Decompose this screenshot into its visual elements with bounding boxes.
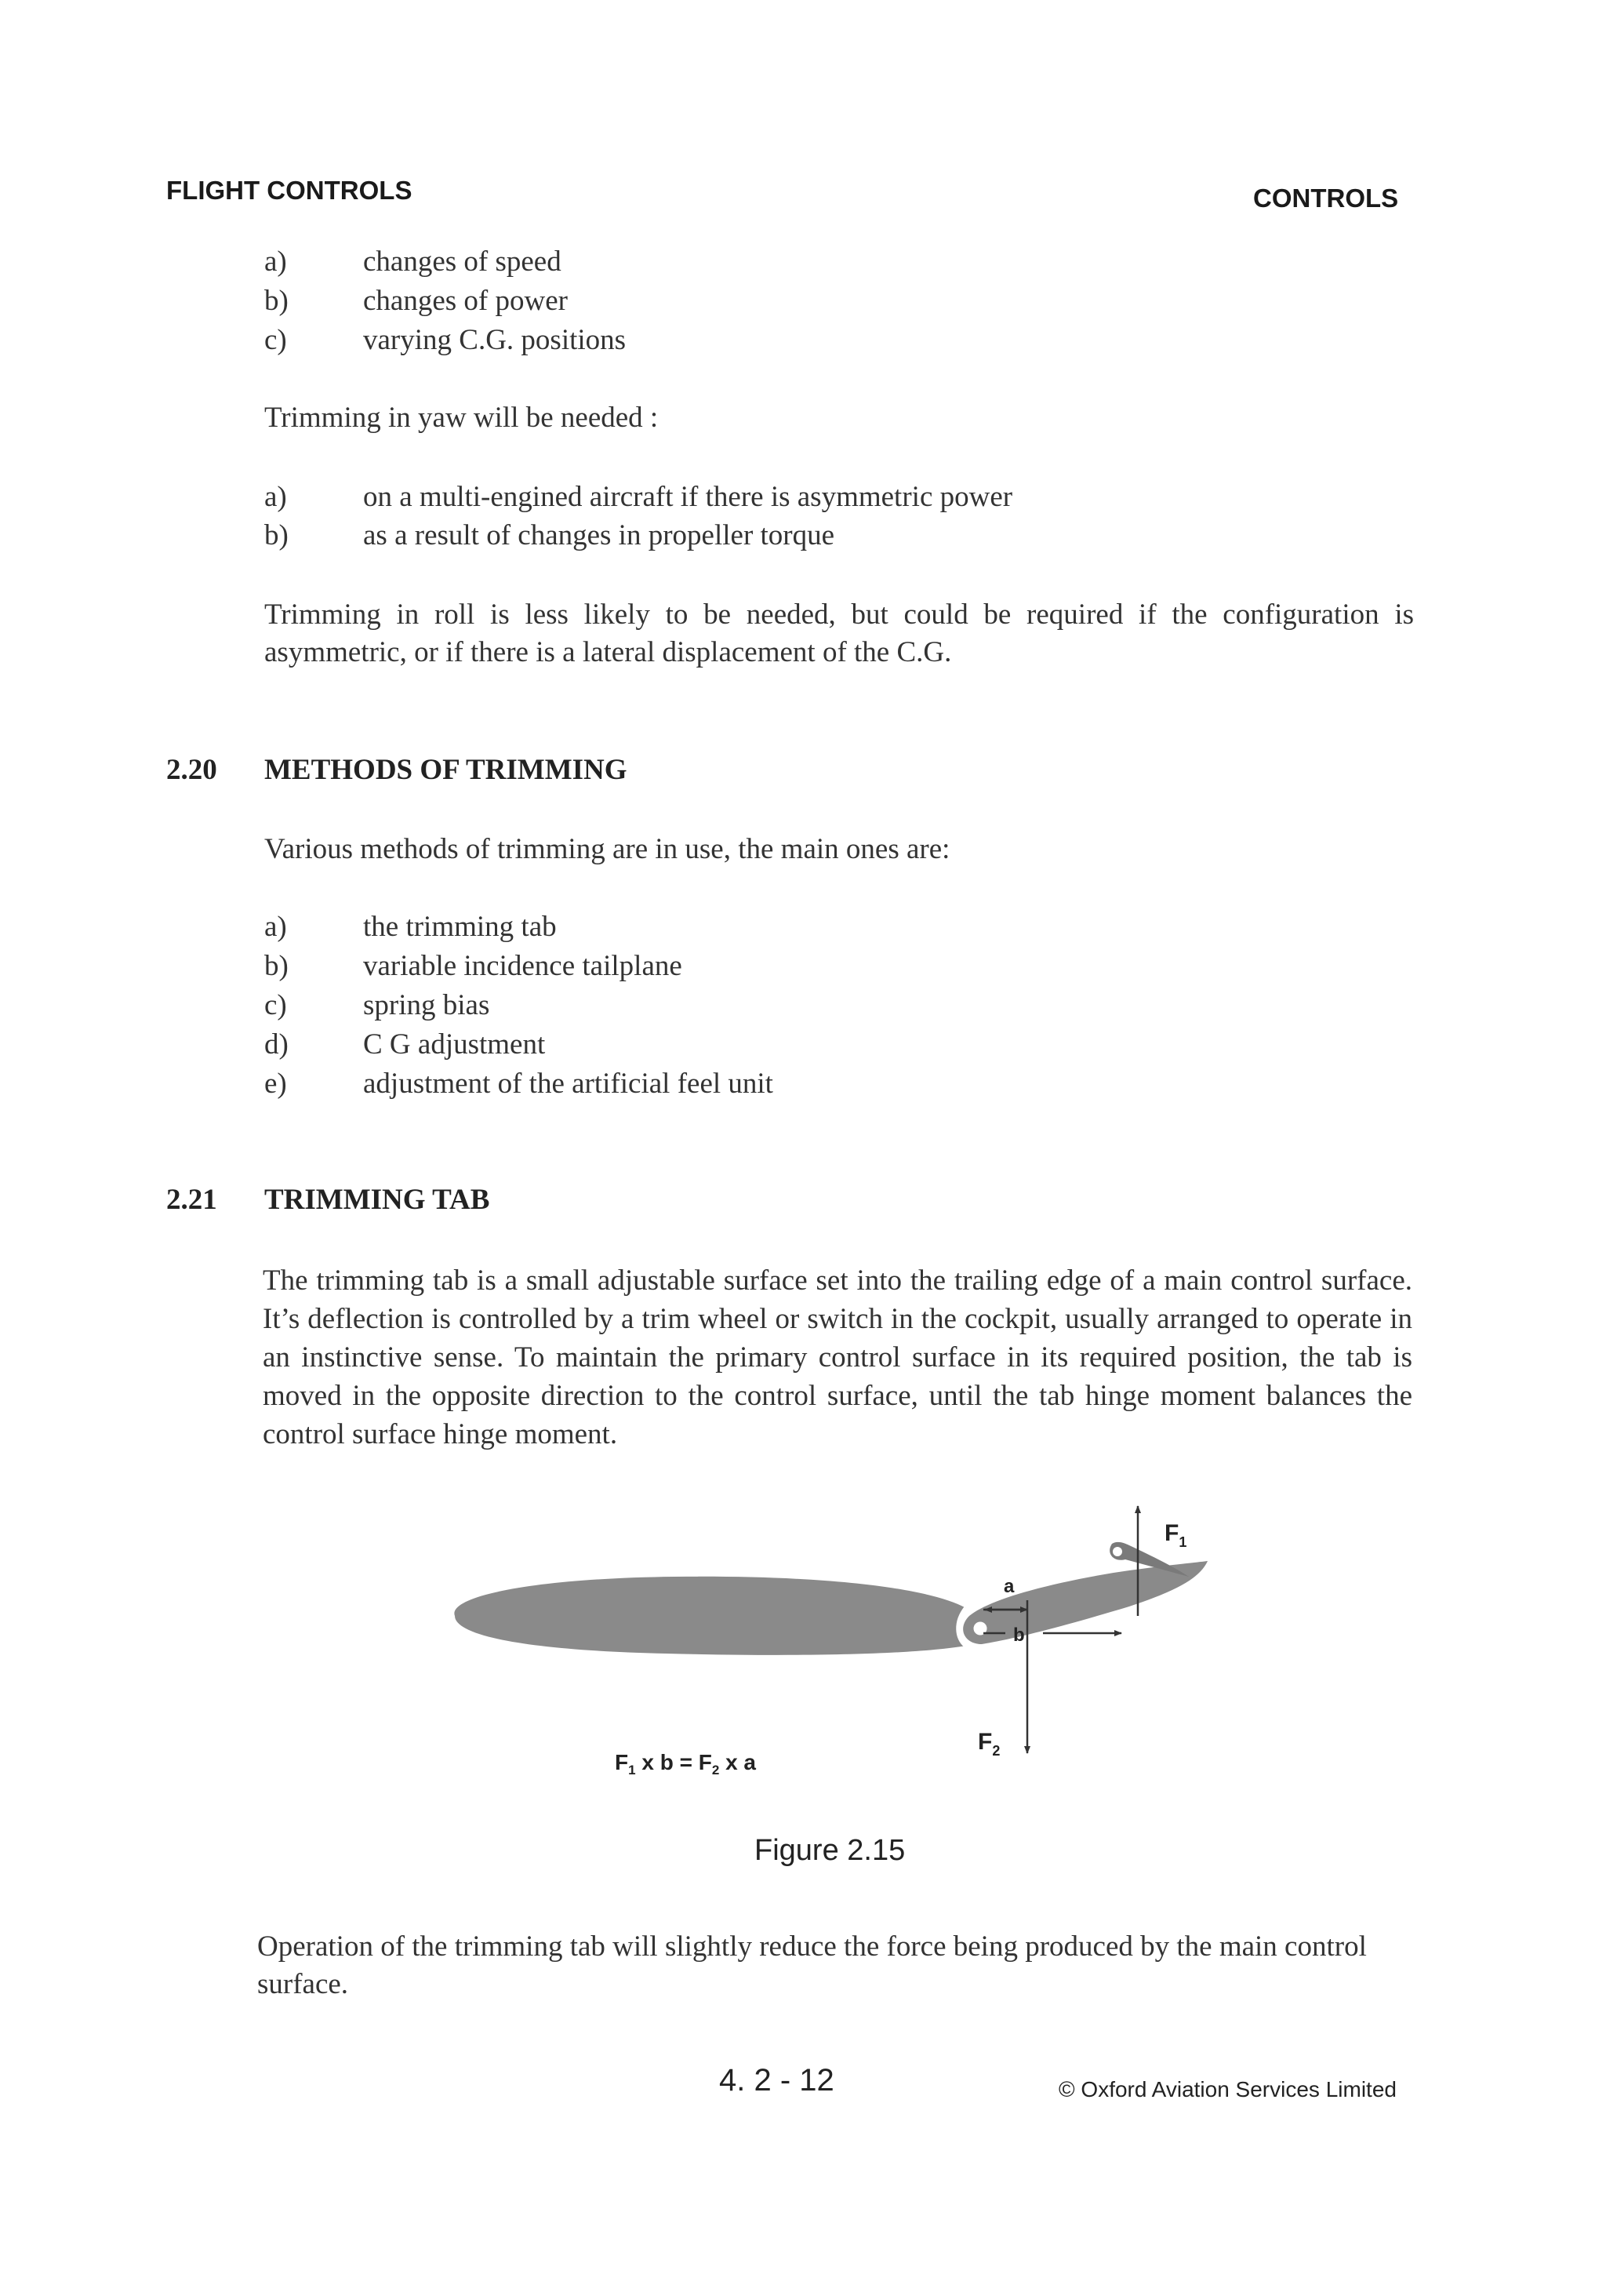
- yaw-trim-list: a) on a multi-engined aircraft if there is asymmetric power b) as a result of changes in propeller torque: [264, 481, 1013, 551]
- section-number: 2.20: [166, 754, 217, 786]
- page-number: 4. 2 - 12: [719, 2063, 834, 2098]
- label-b: b: [1013, 1625, 1025, 1646]
- section-intro: Various methods of trimming are in use, the main ones are:: [264, 833, 950, 865]
- figure-caption: Figure 2.15: [754, 1834, 906, 1867]
- trimming-tab-paragraph: The trimming tab is a small adjustable surface set into the trailing edge of a main control surface. It’s deflection is controlled by a trim wheel or switch in the cockpit, usually arranged to operate in an instinctive sense. To maintain the primary control surface in its required position, the tab is moved in the opposite direction to the control surface, until the tab hinge moment balances the control surface hinge moment.: [263, 1264, 1412, 1450]
- running-header-right: CONTROLS: [1253, 184, 1399, 213]
- section-title: METHODS OF TRIMMING: [264, 754, 627, 786]
- label-f1: $F_1$: [1165, 1520, 1187, 1550]
- tab-hinge-icon: [1112, 1546, 1123, 1557]
- moment-equation: $F_1$ x $b = F_2$ x a: [615, 1750, 756, 1777]
- label-f2: $F_2$: [978, 1729, 1001, 1759]
- yaw-intro: Trimming in yaw will be needed :: [264, 402, 659, 434]
- running-header-left: FLIGHT CONTROLS: [166, 176, 412, 205]
- roll-paragraph: Trimming in roll is less likely to be needed, but could be required if the configuration is asymmetric, or if there is a lateral displacement of the C.G.: [264, 599, 1414, 668]
- tailplane-shape: [454, 1577, 966, 1655]
- elevator-shape: [963, 1561, 1208, 1644]
- section-title: TRIMMING TAB: [264, 1184, 490, 1216]
- label-a: a: [1004, 1576, 1015, 1597]
- copyright-notice: © Oxford Aviation Services Limited: [1059, 2077, 1397, 2101]
- closing-paragraph: Operation of the trimming tab will slightly reduce the force being produced by the main control surface.: [257, 1930, 1367, 2000]
- trim-methods-list: a) the trimming tab b) variable incidence tailplane c) spring bias d) C G adjustment e) adjustment of the artificial feel unit: [264, 911, 773, 1100]
- trim-tab-diagram: [423, 1490, 1255, 1804]
- pitch-trim-list: a) changes of speed b) changes of power c) varying C.G. positions: [264, 246, 627, 356]
- section-number: 2.21: [166, 1184, 217, 1216]
